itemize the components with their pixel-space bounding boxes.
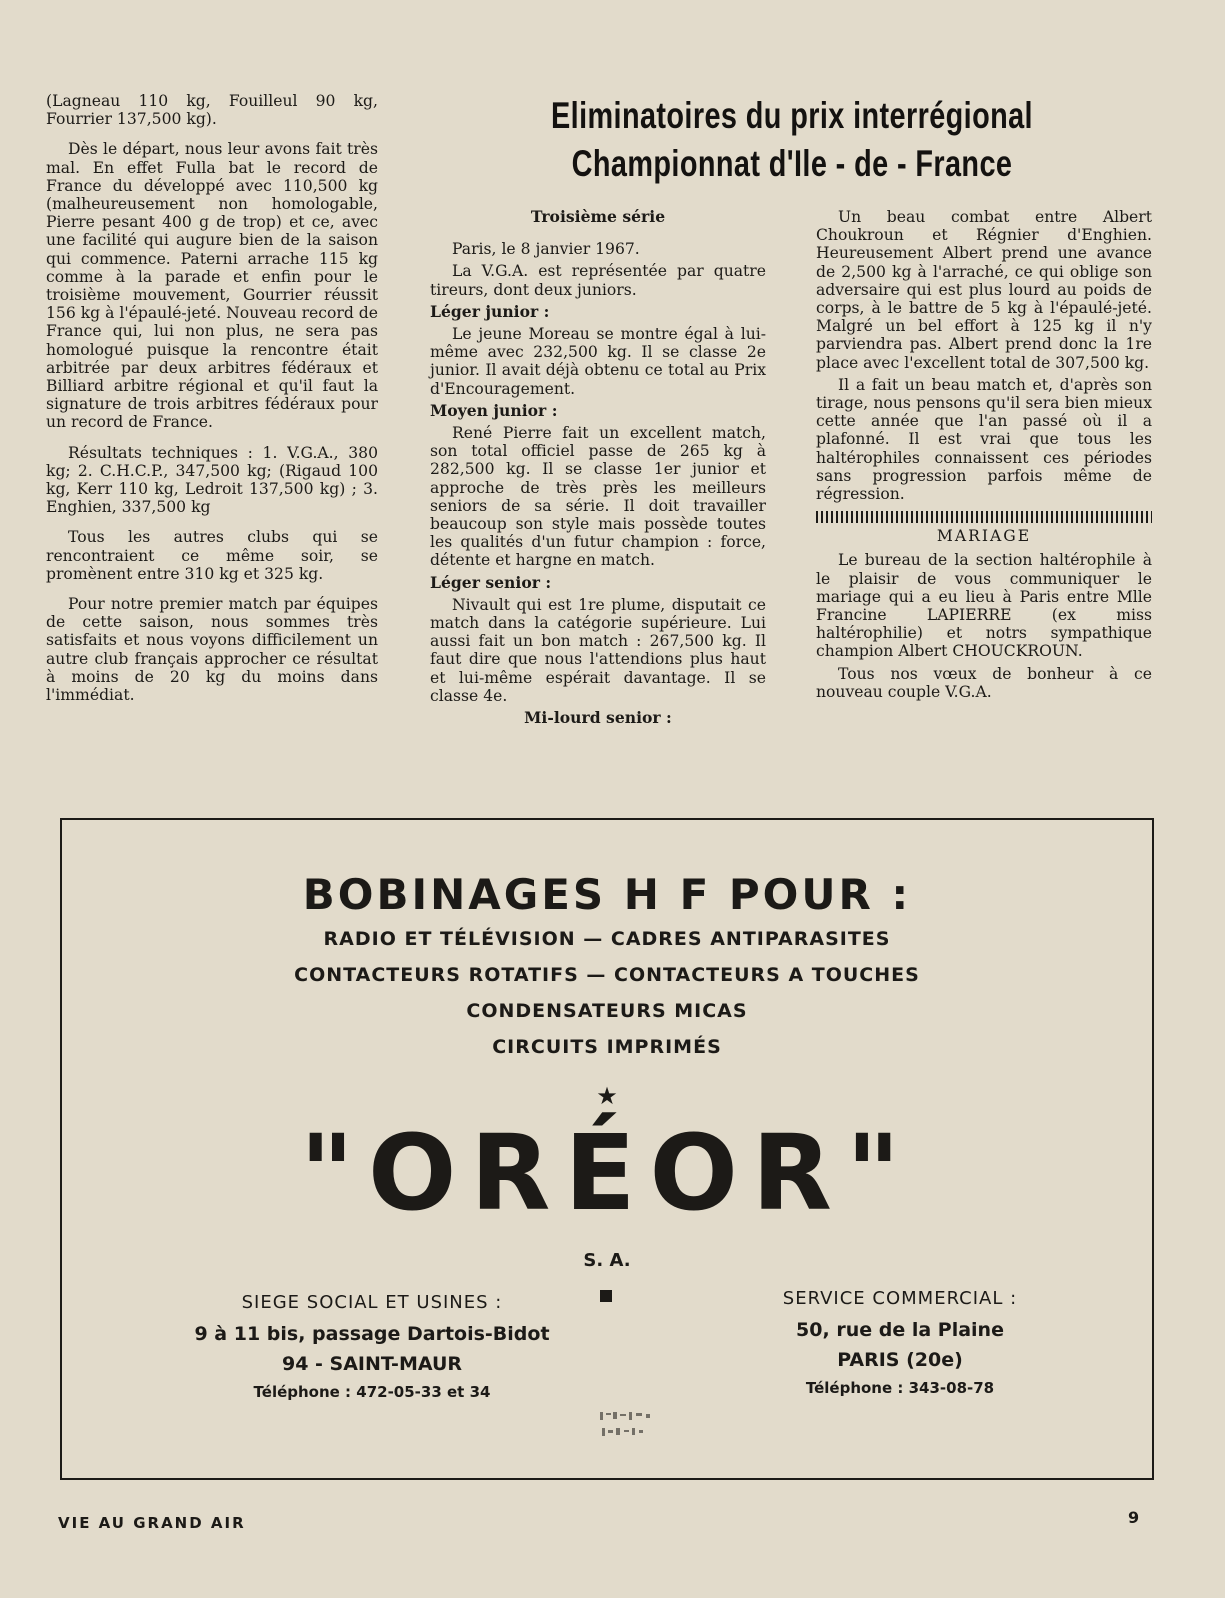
address-line: 50, rue de la Plaine bbox=[796, 1319, 1004, 1341]
advertisement-box bbox=[60, 818, 1154, 1480]
paragraph: Tous nos vœux de bonheur à ce nouveau couple V.G.A. bbox=[816, 664, 1152, 701]
paragraph: Résultats techniques : 1. V.G.A., 380 kg; 2. C.H.C.P., 347,500 kg; (Rigaud 100 kg, Kerr 110 kg, Ledroit 137,500 kg) ; 3. Enghien, 337,500 kg bbox=[46, 443, 378, 517]
series-heading: Troisième série bbox=[530, 207, 666, 226]
address-heading: SERVICE COMMERCIAL : bbox=[782, 1288, 1018, 1309]
paragraph: La V.G.A. est représentée par quatre tireurs, dont deux juniors. bbox=[430, 262, 766, 299]
headline-line-1: Eliminatoires du prix interrégional bbox=[551, 95, 1033, 136]
paragraph: Il a fait un beau match et, d'après son tirage, nous pensons qu'il sera bien mieux cette année que l'an passé où il a plafonné. Il est vrai que tous les haltérophiles connaissent ces périodes sans progression parfois même de régression. bbox=[816, 375, 1152, 504]
paragraph: Nivault qui est 1re plume, disputait ce match dans la catégorie supérieure. Lui aussi fait un bon match : 267,500 kg. Il faut dire que nous l'attendions plus haut et lui-même espérait davantage. Il se classe 4e. bbox=[430, 595, 766, 705]
paragraph: Un beau combat entre Albert Choukroun et Régnier d'Enghien. Heureusement Albert prend une avance de 2,500 kg à l'arraché, ce qui oblige son adversaire qui est plus lourd au poids de corps, à le battre de 5 kg à l'épaulé-jeté. Malgré un bel effort à 125 kg il n'y parviendra pas. Albert prend donc la 1re place avec l'excellent total de 307,500 kg. bbox=[816, 208, 1152, 372]
paragraph: Le jeune Moreau se montre égal à lui-même avec 232,500 kg. Il se classe 2e junior. Il avait déjà obtenu ce total au Prix d'Encouragement. bbox=[430, 325, 766, 398]
page-number: 9 bbox=[1128, 1508, 1140, 1527]
phone-number: Téléphone : 343-08-78 bbox=[805, 1379, 995, 1397]
mariage-heading: MARIAGE bbox=[936, 527, 1032, 546]
paragraph: Tous les autres clubs qui se rencontraient ce même soir, se promènent entre 310 kg et 325 kg. bbox=[46, 528, 378, 583]
paragraph: Dès le départ, nous leur avons fait très mal. En effet Fulla bat le record de France du développé avec 110,500 kg (malheureusement non homologable, Pierre pesant 400 g de trop) et ce, avec une facilité qui augure bien de la saison qui commence. Paterni arrache 115 kg comme à la parade et enfin pour le troisième mouvement, Gourrier réussit 156 kg à l'épaulé-jeté. Nouveau record de France qui, lui non plus, ne sera pas homologué puisque la rencontre était arbitrée par deux arbitres fédéraux et Billiard arbitre régional et qu'il faut la signature de trois arbitres fédéraux pour un record de France. bbox=[46, 140, 378, 432]
ad-line: CONDENSATEURS MICAS bbox=[466, 1000, 748, 1022]
paragraph: (Lagneau 110 kg, Fouilleul 90 kg, Fourrier 137,500 kg). bbox=[46, 92, 378, 129]
paragraph: René Pierre fait un excellent match, son total officiel passe de 265 kg à 282,500 kg. Il se classe 1er junior et approche de très près les meilleurs seniors de sa série. Il doit travailler beaucoup son style mais possède toutes les qualités d'un futur champion : force, détente et hargne en match. bbox=[430, 424, 766, 570]
column-left bbox=[46, 92, 378, 716]
headline-line-2: Championnat d'Ile - de - France bbox=[571, 143, 1013, 184]
category-heading: Moyen junior : bbox=[430, 400, 558, 420]
address-line: PARIS (20e) bbox=[837, 1349, 963, 1371]
ad-line: RADIO ET TÉLÉVISION — CADRES ANTIPARASITES bbox=[323, 928, 891, 950]
square-ornament-icon bbox=[600, 1290, 612, 1302]
address-head-office bbox=[162, 1292, 582, 1401]
address-commercial bbox=[690, 1288, 1110, 1397]
ad-line: CONTACTEURS ROTATIFS — CONTACTEURS A TOUCHES bbox=[294, 964, 920, 986]
company-type: S. A. bbox=[583, 1250, 631, 1271]
address-heading: SIEGE SOCIAL ET USINES : bbox=[241, 1292, 503, 1313]
category-heading: Léger senior : bbox=[430, 572, 552, 592]
address-line: 94 - SAINT-MAUR bbox=[281, 1353, 463, 1375]
column-middle bbox=[430, 208, 766, 741]
address-line: 9 à 11 bis, passage Dartois-Bidot bbox=[194, 1323, 550, 1345]
article-headline bbox=[550, 92, 1034, 188]
ad-line: CIRCUITS IMPRIMÉS bbox=[492, 1036, 722, 1058]
paragraph: Pour notre premier match par équipes de cette saison, nous sommes très satisfaits et nous voyons difficilement un autre club français approcher ce résultat à moins de 20 kg du moins dans l'immédiat. bbox=[46, 595, 378, 705]
paragraph: Le bureau de la section haltérophile à le plaisir de vous communiquer le mariage qui a eu lieu à Paris entre Mlle Francine LAPIERRE (ex miss haltérophilie) et notrs sympathique champion Albert CHOUCKROUN. bbox=[816, 551, 1152, 661]
star-icon: ★ bbox=[596, 1082, 618, 1110]
ad-title: BOBINAGES H F POUR : bbox=[302, 870, 912, 919]
ink-stamp-mark bbox=[598, 1408, 658, 1442]
publication-name: VIE AU GRAND AIR bbox=[58, 1514, 246, 1532]
column-right bbox=[816, 208, 1152, 705]
paragraph: Paris, le 8 janvier 1967. bbox=[452, 240, 640, 259]
separator-rule bbox=[816, 511, 1152, 523]
category-heading: Léger junior : bbox=[430, 301, 550, 321]
category-heading: Mi-lourd senior : bbox=[524, 708, 672, 728]
brand-name: "ORÉOR" bbox=[299, 1112, 915, 1234]
phone-number: Téléphone : 472-05-33 et 34 bbox=[253, 1383, 491, 1401]
